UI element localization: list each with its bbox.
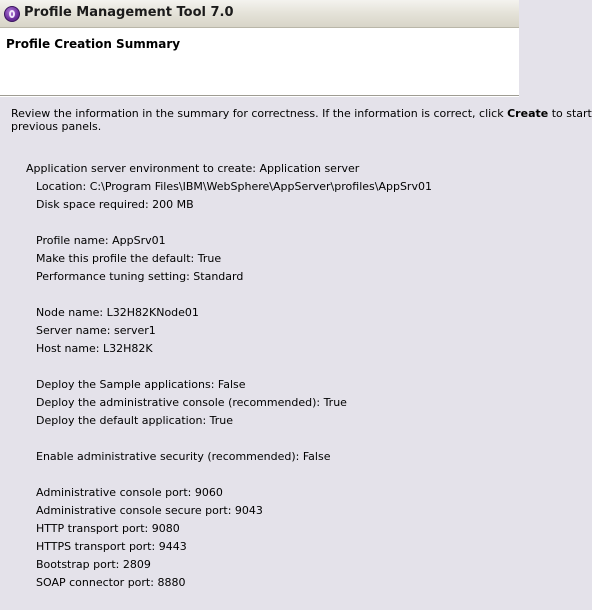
summary-disk-space: Disk space required: 200 MB [36, 198, 194, 211]
summary-performance-tuning: Performance tuning setting: Standard [36, 270, 244, 283]
summary-server-name: Server name: server1 [36, 324, 156, 337]
summary-location: Location: C:\Program Files\IBM\WebSphere\AppServer\profiles\AppSrv01 [36, 180, 432, 193]
page-title: Profile Creation Summary [6, 37, 181, 51]
intro-line1-prefix: Review the information in the summary for correctness. If the information is correct, click [11, 107, 508, 120]
summary-environment: Application server environment to create: Application server [26, 162, 360, 175]
summary-soap-port: SOAP connector port: 8880 [36, 576, 186, 589]
summary-admin-console-secure-port: Administrative console secure port: 9043 [36, 504, 263, 517]
summary-bootstrap-port: Bootstrap port: 2809 [36, 558, 151, 571]
summary-default-profile: Make this profile the default: True [36, 252, 222, 265]
intro-line1-suffix: to start [548, 107, 592, 120]
profile-tool-icon [4, 6, 20, 22]
summary-node-name: Node name: L32H82KNode01 [36, 306, 199, 319]
intro-create-keyword: Create [507, 107, 549, 120]
summary-http-port: HTTP transport port: 9080 [36, 522, 180, 535]
summary-deploy-samples: Deploy the Sample applications: False [36, 378, 246, 391]
summary-admin-console-port: Administrative console port: 9060 [36, 486, 223, 499]
intro-text [11, 107, 592, 133]
wizard-header [0, 28, 519, 96]
window-title: Profile Management Tool 7.0 [24, 5, 234, 20]
summary-deploy-default-app: Deploy the default application: True [36, 414, 234, 427]
summary-https-port: HTTPS transport port: 9443 [36, 540, 187, 553]
intro-line2: previous panels. [11, 120, 102, 133]
summary-panel [0, 97, 592, 610]
summary-host-name: Host name: L32H82K [36, 342, 153, 355]
window-titlebar[interactable] [0, 0, 519, 28]
summary-profile-name: Profile name: AppSrv01 [36, 234, 166, 247]
summary-deploy-admin-console: Deploy the administrative console (recommended): True [36, 396, 347, 409]
summary-admin-security: Enable administrative security (recommended): False [36, 450, 331, 463]
